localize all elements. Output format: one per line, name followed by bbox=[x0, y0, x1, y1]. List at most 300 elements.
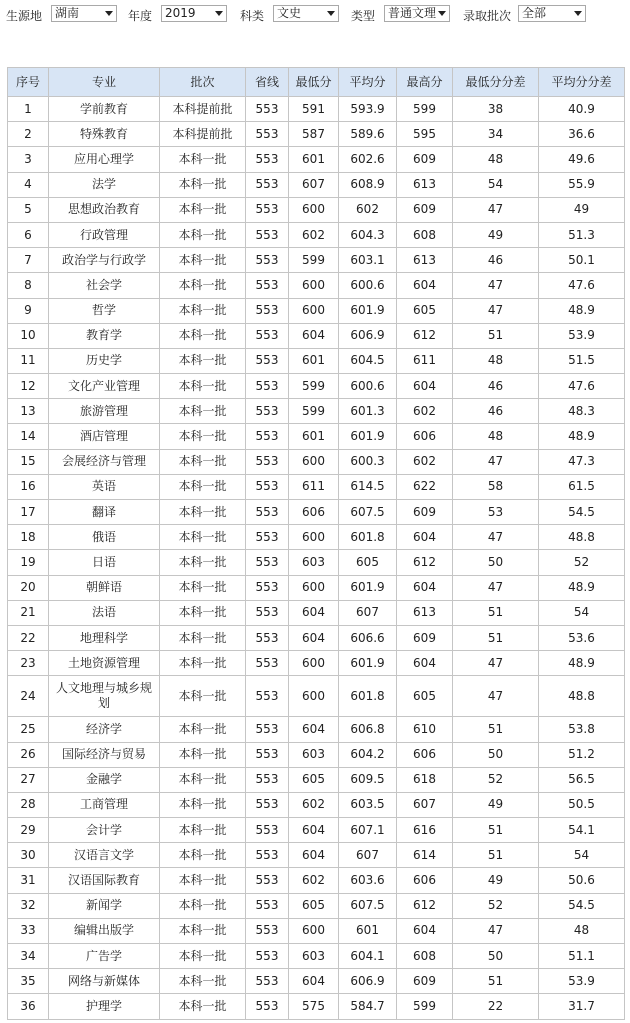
cell-avg-score: 600.3 bbox=[339, 449, 397, 474]
table-row bbox=[8, 600, 625, 625]
cell-province-line: 553 bbox=[246, 525, 289, 550]
cell-avg-diff: 50.6 bbox=[539, 868, 625, 893]
cell-major: 土地资源管理 bbox=[49, 651, 160, 676]
cell-major: 汉语国际教育 bbox=[49, 868, 160, 893]
cell-index: 20 bbox=[8, 575, 49, 600]
cell-avg-diff: 48.9 bbox=[539, 651, 625, 676]
cell-min-score: 606 bbox=[289, 500, 339, 525]
cell-index: 31 bbox=[8, 868, 49, 893]
table-row bbox=[8, 625, 625, 650]
cell-max-score: 609 bbox=[397, 625, 453, 650]
cell-avg-score: 608.9 bbox=[339, 172, 397, 197]
cell-major: 旅游管理 bbox=[49, 399, 160, 424]
cell-max-score: 609 bbox=[397, 197, 453, 222]
col-header-min-score: 最低分 bbox=[289, 68, 339, 97]
cell-min-diff: 54 bbox=[453, 172, 539, 197]
cell-avg-diff: 56.5 bbox=[539, 767, 625, 792]
cell-major: 哲学 bbox=[49, 298, 160, 323]
cell-avg-score: 602.6 bbox=[339, 147, 397, 172]
col-header-index: 序号 bbox=[8, 68, 49, 97]
cell-batch: 本科一批 bbox=[160, 676, 246, 717]
cell-min-score: 603 bbox=[289, 550, 339, 575]
cell-province-line: 553 bbox=[246, 676, 289, 717]
cell-min-score: 604 bbox=[289, 600, 339, 625]
subject-label: 科类 bbox=[240, 9, 265, 23]
cell-avg-diff: 47.3 bbox=[539, 449, 625, 474]
col-header-min-diff: 最低分分差 bbox=[453, 68, 539, 97]
cell-index: 34 bbox=[8, 944, 49, 969]
cell-max-score: 604 bbox=[397, 651, 453, 676]
cell-batch: 本科一批 bbox=[160, 868, 246, 893]
cell-major: 文化产业管理 bbox=[49, 374, 160, 399]
table-row bbox=[8, 676, 625, 717]
cell-avg-diff: 50.1 bbox=[539, 248, 625, 273]
cell-major: 政治学与行政学 bbox=[49, 248, 160, 273]
table-row bbox=[8, 248, 625, 273]
cell-min-diff: 48 bbox=[453, 348, 539, 373]
cell-major: 酒店管理 bbox=[49, 424, 160, 449]
cell-batch: 本科一批 bbox=[160, 500, 246, 525]
table-row bbox=[8, 449, 625, 474]
cell-avg-diff: 48.9 bbox=[539, 298, 625, 323]
cell-max-score: 612 bbox=[397, 550, 453, 575]
cell-index: 17 bbox=[8, 500, 49, 525]
cell-min-diff: 47 bbox=[453, 651, 539, 676]
cell-avg-diff: 36.6 bbox=[539, 122, 625, 147]
cell-batch: 本科一批 bbox=[160, 625, 246, 650]
year-select-value: 2019 bbox=[165, 6, 196, 20]
cell-avg-diff: 48.8 bbox=[539, 525, 625, 550]
cell-batch: 本科一批 bbox=[160, 298, 246, 323]
cell-min-diff: 51 bbox=[453, 717, 539, 742]
source-select-value: 湖南 bbox=[55, 6, 80, 20]
cell-min-score: 600 bbox=[289, 449, 339, 474]
cell-index: 30 bbox=[8, 843, 49, 868]
cell-max-score: 609 bbox=[397, 969, 453, 994]
subject-select[interactable] bbox=[273, 5, 339, 22]
cell-avg-score: 601.8 bbox=[339, 525, 397, 550]
cell-province-line: 553 bbox=[246, 298, 289, 323]
cell-min-diff: 47 bbox=[453, 449, 539, 474]
cell-province-line: 553 bbox=[246, 374, 289, 399]
cell-avg-score: 601.9 bbox=[339, 651, 397, 676]
cell-avg-score: 607.5 bbox=[339, 500, 397, 525]
cell-index: 32 bbox=[8, 893, 49, 918]
cell-major: 应用心理学 bbox=[49, 147, 160, 172]
cell-avg-score: 589.6 bbox=[339, 122, 397, 147]
cell-province-line: 553 bbox=[246, 918, 289, 943]
table-row bbox=[8, 893, 625, 918]
cell-min-score: 599 bbox=[289, 399, 339, 424]
cell-province-line: 553 bbox=[246, 969, 289, 994]
cell-avg-score: 603.6 bbox=[339, 868, 397, 893]
table-row bbox=[8, 424, 625, 449]
cell-batch: 本科一批 bbox=[160, 893, 246, 918]
cell-province-line: 553 bbox=[246, 792, 289, 817]
cell-province-line: 553 bbox=[246, 717, 289, 742]
cell-batch: 本科一批 bbox=[160, 348, 246, 373]
cell-min-score: 602 bbox=[289, 222, 339, 247]
cell-batch: 本科一批 bbox=[160, 197, 246, 222]
cell-major: 地理科学 bbox=[49, 625, 160, 650]
cell-max-score: 616 bbox=[397, 818, 453, 843]
cell-min-diff: 47 bbox=[453, 298, 539, 323]
year-select[interactable] bbox=[161, 5, 227, 22]
table-row bbox=[8, 222, 625, 247]
cell-index: 2 bbox=[8, 122, 49, 147]
table-row bbox=[8, 525, 625, 550]
cell-min-diff: 46 bbox=[453, 399, 539, 424]
cell-province-line: 553 bbox=[246, 172, 289, 197]
table-row bbox=[8, 717, 625, 742]
cell-province-line: 553 bbox=[246, 944, 289, 969]
cell-avg-diff: 53.9 bbox=[539, 969, 625, 994]
cell-province-line: 553 bbox=[246, 449, 289, 474]
cell-min-diff: 50 bbox=[453, 944, 539, 969]
cell-avg-score: 601.9 bbox=[339, 424, 397, 449]
cell-max-score: 606 bbox=[397, 868, 453, 893]
cell-batch: 本科一批 bbox=[160, 449, 246, 474]
cell-avg-diff: 54.5 bbox=[539, 893, 625, 918]
table-row bbox=[8, 868, 625, 893]
cell-max-score: 604 bbox=[397, 273, 453, 298]
cell-index: 35 bbox=[8, 969, 49, 994]
filter-bar bbox=[0, 0, 630, 30]
col-header-province-line: 省线 bbox=[246, 68, 289, 97]
cell-index: 25 bbox=[8, 717, 49, 742]
cell-min-score: 601 bbox=[289, 424, 339, 449]
table-row bbox=[8, 767, 625, 792]
cell-index: 10 bbox=[8, 323, 49, 348]
table-row bbox=[8, 399, 625, 424]
cell-max-score: 602 bbox=[397, 399, 453, 424]
cell-major: 新闻学 bbox=[49, 893, 160, 918]
cell-batch: 本科一批 bbox=[160, 273, 246, 298]
cell-min-diff: 48 bbox=[453, 147, 539, 172]
table-header-row bbox=[8, 68, 625, 97]
cell-avg-score: 601.9 bbox=[339, 298, 397, 323]
cell-min-diff: 49 bbox=[453, 868, 539, 893]
cell-province-line: 553 bbox=[246, 222, 289, 247]
cell-avg-score: 604.2 bbox=[339, 742, 397, 767]
cell-avg-score: 607 bbox=[339, 843, 397, 868]
cell-min-score: 604 bbox=[289, 625, 339, 650]
cell-max-score: 595 bbox=[397, 122, 453, 147]
cell-max-score: 609 bbox=[397, 500, 453, 525]
cell-min-diff: 49 bbox=[453, 222, 539, 247]
cell-max-score: 608 bbox=[397, 944, 453, 969]
cell-min-diff: 53 bbox=[453, 500, 539, 525]
table-row bbox=[8, 172, 625, 197]
cell-min-diff: 48 bbox=[453, 424, 539, 449]
cell-index: 27 bbox=[8, 767, 49, 792]
cell-major: 教育学 bbox=[49, 323, 160, 348]
table-row bbox=[8, 474, 625, 499]
cell-index: 28 bbox=[8, 792, 49, 817]
cell-province-line: 553 bbox=[246, 348, 289, 373]
table-row bbox=[8, 651, 625, 676]
table-row bbox=[8, 97, 625, 122]
col-header-max-score: 最高分 bbox=[397, 68, 453, 97]
cell-province-line: 553 bbox=[246, 273, 289, 298]
cell-avg-diff: 51.2 bbox=[539, 742, 625, 767]
cell-avg-score: 601.9 bbox=[339, 575, 397, 600]
cell-min-diff: 51 bbox=[453, 625, 539, 650]
cell-province-line: 553 bbox=[246, 122, 289, 147]
cell-max-score: 604 bbox=[397, 575, 453, 600]
cell-province-line: 553 bbox=[246, 197, 289, 222]
cell-avg-score: 600.6 bbox=[339, 374, 397, 399]
table-row bbox=[8, 918, 625, 943]
cell-avg-score: 614.5 bbox=[339, 474, 397, 499]
batch-label: 录取批次 bbox=[463, 9, 512, 23]
table-row bbox=[8, 298, 625, 323]
cell-major: 护理学 bbox=[49, 994, 160, 1019]
admission-score-table bbox=[7, 67, 625, 1020]
cell-avg-diff: 49 bbox=[539, 197, 625, 222]
cell-batch: 本科一批 bbox=[160, 374, 246, 399]
cell-index: 36 bbox=[8, 994, 49, 1019]
table-row bbox=[8, 197, 625, 222]
table-row bbox=[8, 147, 625, 172]
cell-avg-diff: 53.8 bbox=[539, 717, 625, 742]
cell-min-score: 600 bbox=[289, 273, 339, 298]
cell-major: 历史学 bbox=[49, 348, 160, 373]
cell-major: 会计学 bbox=[49, 818, 160, 843]
cell-avg-diff: 31.7 bbox=[539, 994, 625, 1019]
subject-select-value: 文史 bbox=[277, 6, 302, 20]
cell-major: 翻译 bbox=[49, 500, 160, 525]
cell-batch: 本科一批 bbox=[160, 717, 246, 742]
cell-major: 工商管理 bbox=[49, 792, 160, 817]
cell-min-score: 599 bbox=[289, 374, 339, 399]
cell-batch: 本科一批 bbox=[160, 147, 246, 172]
cell-index: 7 bbox=[8, 248, 49, 273]
cell-min-score: 600 bbox=[289, 676, 339, 717]
cell-min-diff: 47 bbox=[453, 676, 539, 717]
cell-min-score: 600 bbox=[289, 651, 339, 676]
cell-max-score: 608 bbox=[397, 222, 453, 247]
cell-province-line: 553 bbox=[246, 625, 289, 650]
cell-province-line: 553 bbox=[246, 550, 289, 575]
cell-min-diff: 58 bbox=[453, 474, 539, 499]
cell-min-diff: 51 bbox=[453, 323, 539, 348]
cell-min-diff: 46 bbox=[453, 374, 539, 399]
cell-avg-diff: 48.8 bbox=[539, 676, 625, 717]
cell-min-diff: 51 bbox=[453, 843, 539, 868]
cell-min-diff: 47 bbox=[453, 918, 539, 943]
cell-min-diff: 34 bbox=[453, 122, 539, 147]
cell-major: 金融学 bbox=[49, 767, 160, 792]
cell-index: 5 bbox=[8, 197, 49, 222]
cell-major: 汉语言文学 bbox=[49, 843, 160, 868]
cell-batch: 本科提前批 bbox=[160, 97, 246, 122]
source-label: 生源地 bbox=[6, 9, 43, 23]
table-row bbox=[8, 122, 625, 147]
cell-min-score: 611 bbox=[289, 474, 339, 499]
cell-min-score: 600 bbox=[289, 525, 339, 550]
cell-index: 9 bbox=[8, 298, 49, 323]
col-header-major: 专业 bbox=[49, 68, 160, 97]
year-label: 年度 bbox=[128, 9, 153, 23]
cell-min-score: 604 bbox=[289, 717, 339, 742]
cell-avg-diff: 54.1 bbox=[539, 818, 625, 843]
cell-batch: 本科一批 bbox=[160, 550, 246, 575]
cell-max-score: 607 bbox=[397, 792, 453, 817]
cell-max-score: 612 bbox=[397, 323, 453, 348]
cell-min-score: 602 bbox=[289, 868, 339, 893]
cell-batch: 本科一批 bbox=[160, 222, 246, 247]
cell-major: 法学 bbox=[49, 172, 160, 197]
cell-province-line: 553 bbox=[246, 474, 289, 499]
cell-province-line: 553 bbox=[246, 97, 289, 122]
cell-max-score: 604 bbox=[397, 525, 453, 550]
cell-min-diff: 47 bbox=[453, 525, 539, 550]
cell-avg-diff: 48.9 bbox=[539, 575, 625, 600]
cell-index: 22 bbox=[8, 625, 49, 650]
chevron-down-icon bbox=[574, 11, 582, 16]
cell-batch: 本科一批 bbox=[160, 969, 246, 994]
cell-batch: 本科一批 bbox=[160, 248, 246, 273]
table-row bbox=[8, 348, 625, 373]
col-header-avg-diff: 平均分分差 bbox=[539, 68, 625, 97]
cell-min-diff: 46 bbox=[453, 248, 539, 273]
cell-min-diff: 38 bbox=[453, 97, 539, 122]
cell-batch: 本科一批 bbox=[160, 843, 246, 868]
cell-avg-diff: 47.6 bbox=[539, 374, 625, 399]
cell-index: 1 bbox=[8, 97, 49, 122]
cell-major: 英语 bbox=[49, 474, 160, 499]
table-row bbox=[8, 323, 625, 348]
cell-index: 13 bbox=[8, 399, 49, 424]
cell-avg-score: 604.5 bbox=[339, 348, 397, 373]
chevron-down-icon bbox=[327, 11, 335, 16]
cell-province-line: 553 bbox=[246, 600, 289, 625]
cell-province-line: 553 bbox=[246, 575, 289, 600]
cell-index: 29 bbox=[8, 818, 49, 843]
cell-avg-diff: 54.5 bbox=[539, 500, 625, 525]
cell-batch: 本科一批 bbox=[160, 172, 246, 197]
source-select[interactable] bbox=[51, 5, 117, 22]
table-row bbox=[8, 792, 625, 817]
cell-index: 21 bbox=[8, 600, 49, 625]
cell-avg-score: 600.6 bbox=[339, 273, 397, 298]
cell-min-diff: 50 bbox=[453, 550, 539, 575]
cell-avg-score: 601.3 bbox=[339, 399, 397, 424]
cell-max-score: 609 bbox=[397, 147, 453, 172]
cell-major: 思想政治教育 bbox=[49, 197, 160, 222]
cell-min-diff: 47 bbox=[453, 197, 539, 222]
cell-avg-score: 603.5 bbox=[339, 792, 397, 817]
cell-avg-score: 606.6 bbox=[339, 625, 397, 650]
cell-min-score: 604 bbox=[289, 818, 339, 843]
cell-avg-diff: 48.9 bbox=[539, 424, 625, 449]
cell-max-score: 618 bbox=[397, 767, 453, 792]
cell-avg-diff: 48.3 bbox=[539, 399, 625, 424]
cell-major: 人文地理与城乡规划 bbox=[49, 676, 160, 717]
cell-avg-diff: 51.1 bbox=[539, 944, 625, 969]
cell-avg-score: 601.8 bbox=[339, 676, 397, 717]
cell-index: 33 bbox=[8, 918, 49, 943]
cell-avg-score: 606.8 bbox=[339, 717, 397, 742]
cell-avg-score: 607.5 bbox=[339, 893, 397, 918]
table-row bbox=[8, 742, 625, 767]
cell-avg-score: 607 bbox=[339, 600, 397, 625]
cell-min-score: 600 bbox=[289, 575, 339, 600]
cell-batch: 本科一批 bbox=[160, 525, 246, 550]
cell-province-line: 553 bbox=[246, 323, 289, 348]
cell-min-score: 599 bbox=[289, 248, 339, 273]
cell-avg-diff: 47.6 bbox=[539, 273, 625, 298]
cell-max-score: 610 bbox=[397, 717, 453, 742]
cell-batch: 本科一批 bbox=[160, 994, 246, 1019]
cell-index: 23 bbox=[8, 651, 49, 676]
col-header-batch: 批次 bbox=[160, 68, 246, 97]
chevron-down-icon bbox=[438, 11, 446, 16]
cell-avg-score: 609.5 bbox=[339, 767, 397, 792]
cell-min-diff: 51 bbox=[453, 969, 539, 994]
cell-batch: 本科一批 bbox=[160, 818, 246, 843]
cell-avg-score: 606.9 bbox=[339, 323, 397, 348]
cell-index: 24 bbox=[8, 676, 49, 717]
table-row bbox=[8, 550, 625, 575]
cell-min-score: 600 bbox=[289, 298, 339, 323]
cell-major: 编辑出版学 bbox=[49, 918, 160, 943]
cell-min-score: 600 bbox=[289, 197, 339, 222]
cell-index: 4 bbox=[8, 172, 49, 197]
cell-avg-score: 593.9 bbox=[339, 97, 397, 122]
cell-batch: 本科一批 bbox=[160, 575, 246, 600]
type-select[interactable] bbox=[384, 5, 450, 22]
cell-batch: 本科一批 bbox=[160, 399, 246, 424]
cell-min-score: 607 bbox=[289, 172, 339, 197]
cell-min-diff: 51 bbox=[453, 818, 539, 843]
cell-major: 会展经济与管理 bbox=[49, 449, 160, 474]
cell-avg-score: 605 bbox=[339, 550, 397, 575]
cell-max-score: 613 bbox=[397, 600, 453, 625]
chevron-down-icon bbox=[215, 11, 223, 16]
cell-index: 11 bbox=[8, 348, 49, 373]
cell-major: 广告学 bbox=[49, 944, 160, 969]
cell-max-score: 604 bbox=[397, 918, 453, 943]
cell-min-score: 604 bbox=[289, 843, 339, 868]
cell-min-diff: 52 bbox=[453, 767, 539, 792]
cell-batch: 本科一批 bbox=[160, 424, 246, 449]
cell-avg-diff: 54 bbox=[539, 843, 625, 868]
cell-province-line: 553 bbox=[246, 893, 289, 918]
cell-avg-diff: 51.3 bbox=[539, 222, 625, 247]
cell-province-line: 553 bbox=[246, 248, 289, 273]
cell-max-score: 599 bbox=[397, 97, 453, 122]
cell-major: 俄语 bbox=[49, 525, 160, 550]
cell-avg-diff: 55.9 bbox=[539, 172, 625, 197]
cell-avg-diff: 53.6 bbox=[539, 625, 625, 650]
cell-batch: 本科一批 bbox=[160, 767, 246, 792]
cell-index: 14 bbox=[8, 424, 49, 449]
cell-province-line: 553 bbox=[246, 843, 289, 868]
cell-min-diff: 50 bbox=[453, 742, 539, 767]
cell-max-score: 605 bbox=[397, 298, 453, 323]
cell-max-score: 611 bbox=[397, 348, 453, 373]
cell-max-score: 605 bbox=[397, 676, 453, 717]
cell-province-line: 553 bbox=[246, 742, 289, 767]
batch-select[interactable] bbox=[518, 5, 586, 22]
cell-max-score: 613 bbox=[397, 248, 453, 273]
batch-select-value: 全部 bbox=[522, 6, 547, 20]
cell-major: 特殊教育 bbox=[49, 122, 160, 147]
cell-min-diff: 47 bbox=[453, 575, 539, 600]
cell-min-score: 575 bbox=[289, 994, 339, 1019]
